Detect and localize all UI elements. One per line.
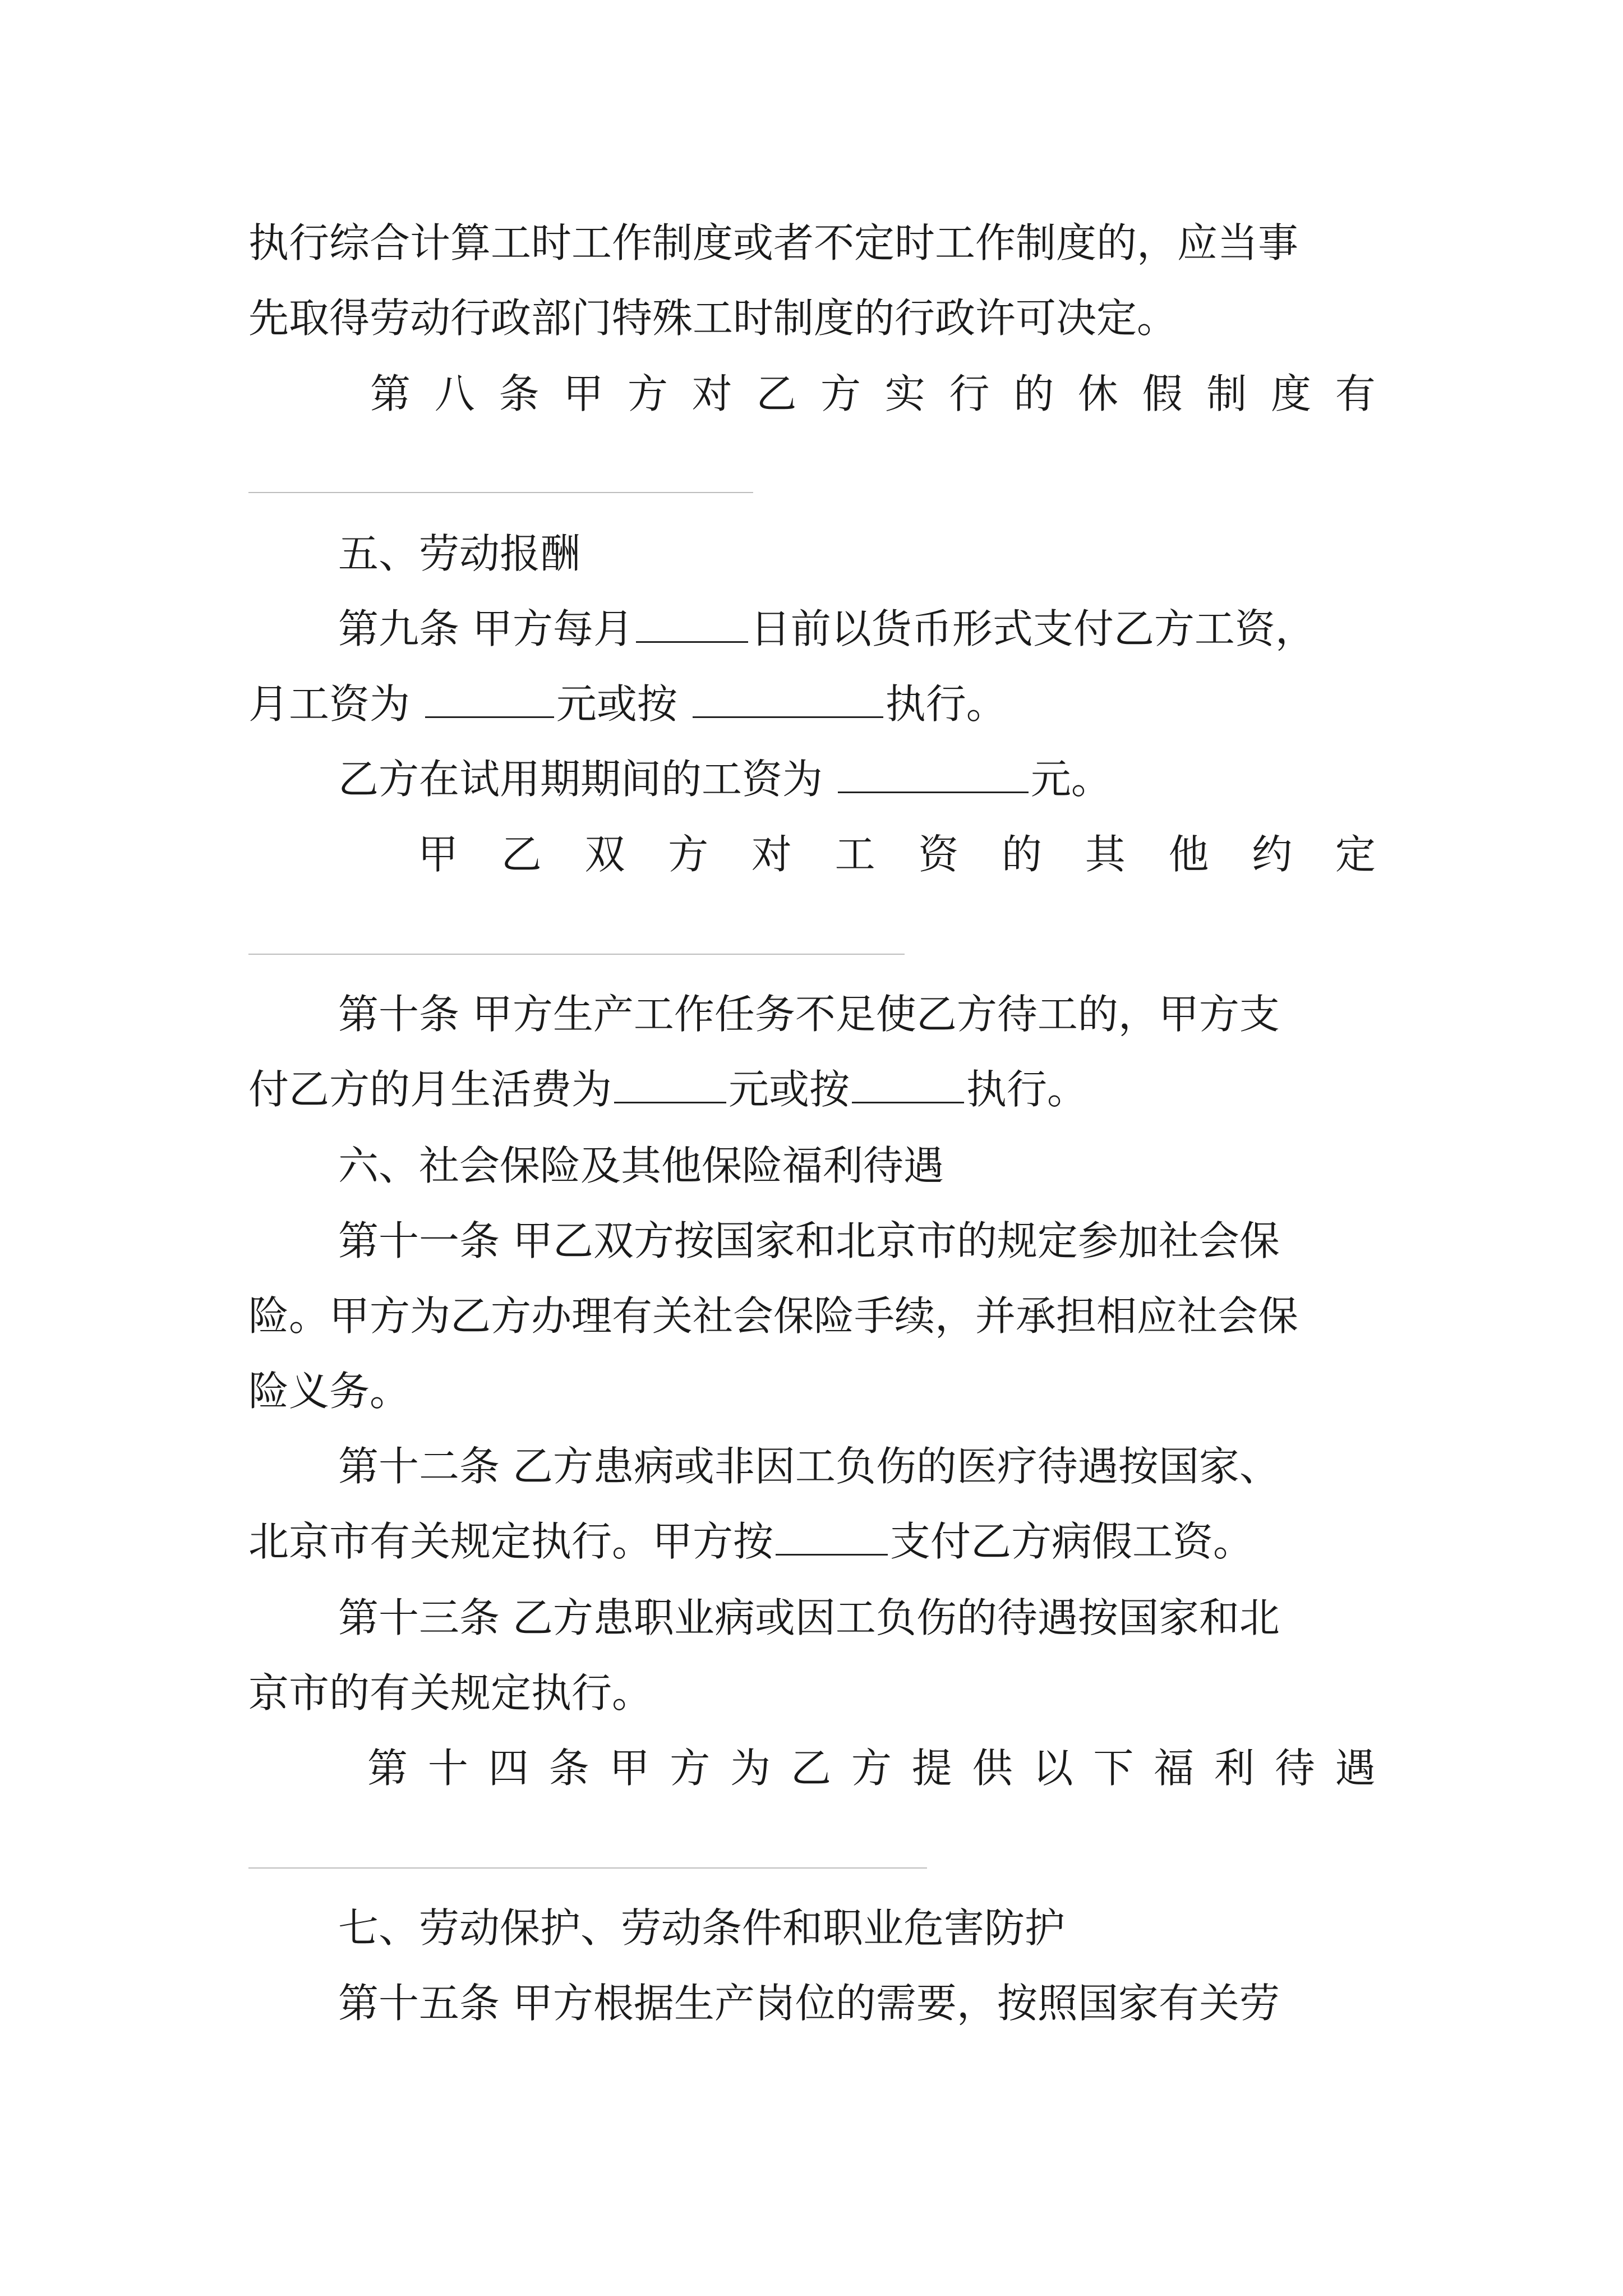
article-10-line: 第十条 甲方生产工作任务不足使乙方待工的，甲方支 [338,991,1280,1038]
spaced-character: 制 [1206,370,1247,417]
article-12-line: 第十二条 乙方患病或非因工负伤的医疗待遇按国家、 [338,1443,1280,1490]
text-span: 执行。 [966,1066,1088,1113]
fill-in-blank [776,1519,888,1556]
text-span: 日前以货币形式支付乙方工资， [750,605,1316,652]
spaced-character: 休 [1077,370,1118,417]
fill-in-blank [838,757,1029,793]
article-13-line: 京市的有关规定执行。 [248,1669,653,1717]
spaced-character: 方 [851,1745,892,1792]
spaced-character: 资 [918,831,959,878]
article-11-line: 险。甲方为乙方办理有关社会保险手续，并承担相应社会保 [248,1292,1299,1340]
spaced-character: 度 [1271,370,1312,417]
article-11-line: 第十一条 甲乙双方按国家和北京市的规定参加社会保 [338,1217,1280,1264]
spaced-character: 条 [499,370,540,417]
spaced-character: 甲 [418,831,459,878]
fill-in-rule [248,1867,927,1869]
article-13-line: 第十三条 乙方患职业病或因工负伤的待遇按国家和北 [338,1594,1280,1641]
article-9-line [338,601,1465,657]
text-span: 元或按 [728,1066,850,1113]
section-heading: 六、社会保险及其他保险福利待遇 [338,1142,944,1189]
text-span: 月工资为 [248,680,423,728]
text-span: 元或按 [556,680,690,728]
spaced-character: 假 [1142,370,1183,417]
spaced-character: 八 [434,370,475,417]
spaced-character: 十 [427,1745,468,1792]
spaced-character: 实 [884,370,925,417]
spaced-character: 行 [949,370,990,417]
spaced-character: 四 [488,1745,529,1792]
spaced-character: 方 [668,831,709,878]
spaced-character: 利 [1214,1745,1255,1792]
spaced-character: 乙 [756,370,797,417]
spaced-character: 第 [367,1745,408,1792]
spaced-character: 有 [1335,370,1376,417]
fill-in-blank [614,1067,726,1103]
text-span: 支付乙方病假工资。 [890,1518,1254,1565]
other-wage-line [418,826,1376,882]
spaced-character: 其 [1085,831,1126,878]
spaced-character: 第 [370,370,411,417]
fill-in-blank [693,682,883,718]
text-span: 付乙方的月生活费为 [248,1066,612,1113]
spaced-character: 福 [1154,1745,1195,1792]
paragraph-line: 执行综合计算工时工作制度或者不定时工作制度的，应当事 [248,219,1299,266]
probation-wage-line [338,751,1465,807]
spaced-character: 他 [1168,831,1209,878]
spaced-character: 提 [911,1745,952,1792]
fill-in-blank [636,606,748,643]
article-11-line: 险义务。 [248,1368,411,1415]
article-15-line: 第十五条 甲方根据生产岗位的需要，按照国家有关劳 [338,1980,1280,2027]
spaced-character: 供 [972,1745,1013,1792]
section-heading: 七、劳动保护、劳动条件和职业危害防护 [338,1904,1066,1952]
spaced-character: 对 [751,831,792,878]
article-14-line [367,1740,1376,1796]
section-heading: 五、劳动报酬 [338,530,581,577]
spaced-character: 下 [1093,1745,1134,1792]
spaced-character: 对 [691,370,732,417]
spaced-character: 甲 [609,1745,650,1792]
fill-in-rule [248,492,753,493]
article-12-line [248,1513,1376,1570]
paragraph-line: 先取得劳动行政部门特殊工时制度的行政许可决定。 [248,295,1178,342]
spaced-character: 方 [670,1745,711,1792]
spaced-character: 甲 [563,370,604,417]
spaced-character: 方 [820,370,861,417]
fill-in-blank [425,682,554,718]
text-span: 乙方在试用期期间的工资为 [338,756,836,803]
spaced-character: 方 [627,370,668,417]
spaced-character: 的 [1013,370,1054,417]
fill-in-blank [852,1067,964,1103]
spaced-character: 的 [1002,831,1043,878]
spaced-character: 工 [834,831,875,878]
spaced-character: 约 [1252,831,1293,878]
spaced-character: 为 [730,1745,771,1792]
spaced-character: 以 [1032,1745,1073,1792]
spaced-character: 乙 [791,1745,832,1792]
fill-in-rule [248,954,905,955]
spaced-character: 乙 [501,831,542,878]
article-8-line [370,366,1376,422]
spaced-character: 条 [548,1745,589,1792]
spaced-character: 定 [1335,831,1376,878]
article-10-line [248,1061,1376,1117]
spaced-character: 遇 [1335,1745,1376,1792]
spaced-character: 双 [584,831,625,878]
text-span: 元。 [1030,756,1112,803]
spaced-character: 待 [1274,1745,1315,1792]
text-span: 执行。 [885,680,1007,728]
article-9-line [248,676,1376,732]
text-span: 北京市有关规定执行。甲方按 [248,1518,774,1565]
text-span: 第九条 甲方每月 [338,605,634,652]
